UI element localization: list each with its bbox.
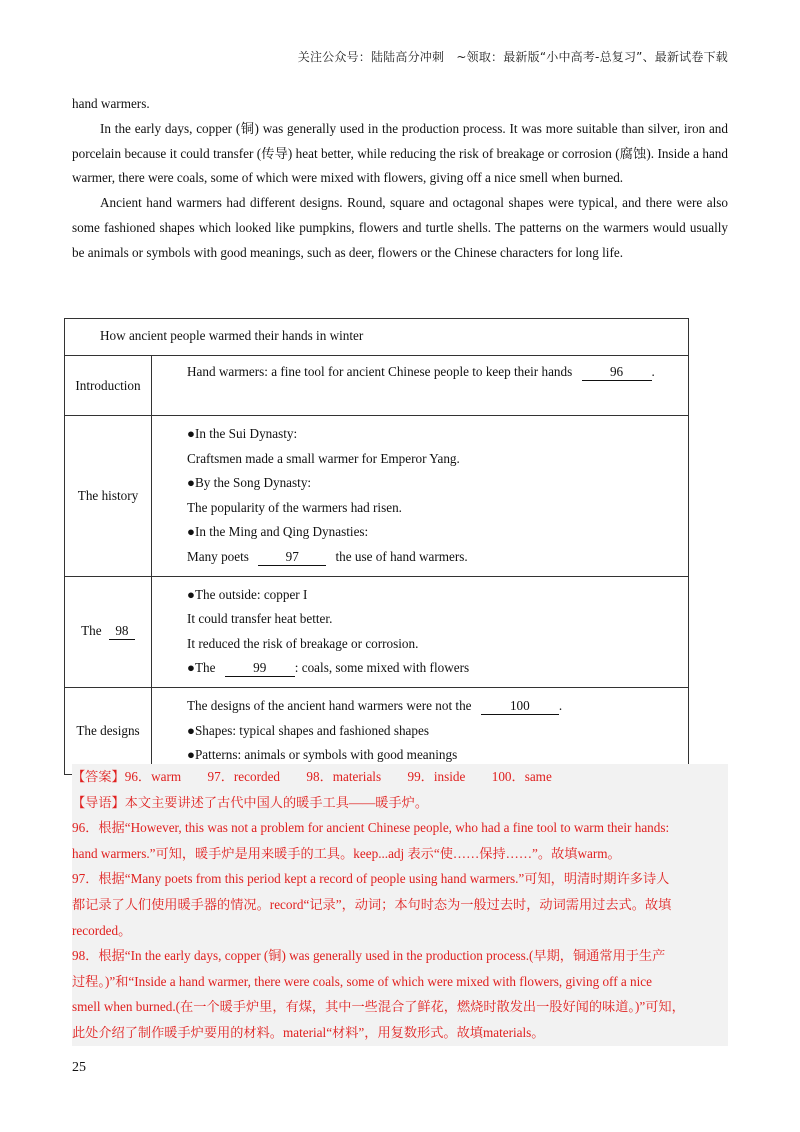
passage-paragraph: Ancient hand warmers had different designs. Round, square and octagonal shapes were typical, and there were also some fashioned shapes which looked like pumpkins, flowers and turtle shells. The patterns on the warmers would usually be animals or symbols with good meanings, such as deer, flowers or the Chinese characters for long life. — [72, 195, 728, 260]
row-text: Many poets — [187, 548, 249, 564]
answer-line: hand warmers.”可知，暖手炉是用来暖手的工具。keep...adj 表示“使……保持……”。故填warm。 — [72, 845, 621, 861]
row-line: ●Patterns: animals or symbols with good meanings — [187, 747, 458, 763]
row-text: The designs of the ancient hand warmers were not the — [187, 697, 472, 713]
row-content — [152, 687, 689, 774]
answer-explanation — [72, 764, 728, 1046]
blank-96[interactable]: 96 — [582, 364, 652, 381]
blank-99[interactable]: 99 — [225, 660, 295, 677]
row-text: the use of hand warmers. — [335, 548, 468, 564]
row-line: It could transfer heat better. — [187, 611, 333, 627]
row-line — [187, 545, 680, 570]
table-row — [65, 416, 689, 577]
row-line: The popularity of the warmers had risen. — [187, 499, 402, 515]
row-line: Craftsmen made a small warmer for Emperor Yang. — [187, 450, 460, 466]
answer-line: smell when burned.(在一个暖手炉里，有煤，其中一些混合了鲜花，燃烧时散发出一股好闻的味道。)”可知， — [72, 999, 685, 1015]
page-header: 关注公众号：陆陆高分冲刺 ~领取：最新版“小中高考-总复习”、最新试卷下载 — [297, 50, 728, 64]
row-line — [187, 656, 680, 681]
answer-line: 96．根据“However, this was not a problem for ancient Chinese people, who had a fine tool to warm their hands: — [72, 820, 670, 836]
row-line — [187, 694, 680, 719]
summary-table — [64, 318, 689, 775]
row-line: ●By the Song Dynasty: — [187, 475, 312, 491]
row-text: Hand warmers: a fine tool for ancient Chinese people to keep their hands — [187, 364, 573, 379]
row-line: ●In the Ming and Qing Dynasties: — [187, 524, 369, 540]
row-text: . — [651, 364, 655, 379]
row-content — [152, 576, 689, 687]
row-label: The designs — [65, 687, 152, 774]
answer-line: 都记录了人们使用暖手器的情况。record“记录”，动词；本句时态为一般过去时，动词需用过去式。故填 — [72, 896, 672, 912]
passage — [72, 92, 728, 266]
row-label-text: The — [81, 623, 102, 639]
blank-97[interactable]: 97 — [258, 549, 326, 566]
answer-line: 过程。)”和“Inside a hand warmer, there were coals, some of which were mixed with flowers, giving off a nice — [72, 973, 653, 989]
row-line: ●In the Sui Dynasty: — [187, 426, 298, 441]
row-label — [65, 576, 152, 687]
row-label: The history — [65, 416, 152, 577]
page-number: 25 — [72, 1060, 86, 1075]
blank-98[interactable]: 98 — [109, 623, 135, 640]
row-content — [152, 416, 689, 577]
answer-line: 此处介绍了制作暖手炉要用的材料。material“材料”，用复数形式。故填materials。 — [72, 1024, 545, 1040]
row-text: : coals, some mixed with flowers — [294, 660, 470, 676]
answer-intro: 【导语】本文主要讲述了古代中国人的暖手工具——暖手炉。 — [72, 794, 429, 810]
table-title-row — [65, 319, 689, 356]
blank-100[interactable]: 100 — [481, 698, 559, 715]
row-line: It reduced the risk of breakage or corrosion. — [187, 635, 419, 651]
row-text: ●The — [187, 660, 216, 676]
answer-line: recorded。 — [72, 922, 132, 938]
row-line: ●The outside: copper I — [187, 586, 308, 602]
answer-key: 【答案】96．warm 97．recorded 98．materials 99．inside 100．same — [72, 769, 552, 784]
answer-line: 97．根据“Many poets from this period kept a record of people using hand warmers.”可知，明清时期许多诗人 — [72, 871, 670, 887]
table-row — [65, 687, 689, 774]
row-text: . — [558, 697, 563, 713]
answer-line: 98．根据“In the early days, copper (铜) was generally used in the production process.(早期，铜通常用于生产 — [72, 948, 666, 964]
table-row — [65, 356, 689, 416]
passage-line: hand warmers. — [72, 96, 150, 111]
table-title: How ancient people warmed their hands in winter — [65, 319, 689, 356]
passage-paragraph: In the early days, copper (铜) was generally used in the production process. It was more suitable than silver, iron and porcelain because it could transfer (传导) heat better, while reducing the risk of breakage or corrosion (腐蚀). Inside a hand warmer, there were coals, some of which were mixed with flowers, giving off a nice smell when burned. — [72, 120, 728, 186]
table-row — [65, 576, 689, 687]
row-content — [152, 356, 689, 416]
row-label: Introduction — [65, 356, 152, 416]
row-line: ●Shapes: typical shapes and fashioned shapes — [187, 722, 429, 738]
